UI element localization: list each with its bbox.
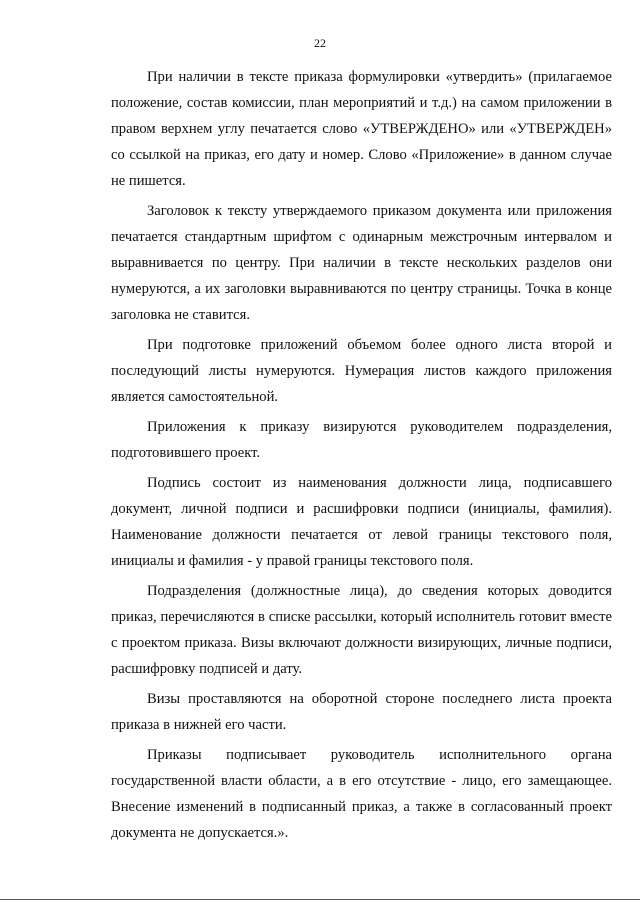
page-number: 22 [314,36,326,50]
paragraph-visa-placement: Визы проставляются на оборотной стороне последнего листа проекта приказа в нижней его части. [111,691,612,733]
paragraph-signing-rules: Приказы подписывает руководитель исполнительного органа государственной власти области, а в его отсутствие - лицо, его замещающее. Внесение изменений в подписанный приказ, а также в согласованный проект документа не допускается.». [111,747,612,841]
paragraph-signature: Подпись состоит из наименования должности лица, подписавшего документ, личной подписи и расшифровки подписи (инициалы, фамилия). Наименование должности печатается от левой границы текстового поля, инициалы и фамилия - у правой границы текстового поля. [111,475,612,569]
bottom-divider [0,899,640,900]
paragraph-approval-stamp: При наличии в тексте приказа формулировки «утвердить» (прилагаемое положение, состав комиссии, план мероприятий и т.д.) на самом приложении в правом верхнем углу печатается слово «УТВЕРЖДЕНО» или «УТВЕРЖДЕН» со ссылкой на приказ, его дату и номер. Слово «Приложение» в данном случае не пишется. [111,69,612,189]
document-body [111,64,612,850]
paragraph-sheet-numbering: При подготовке приложений объемом более одного листа второй и последующий листы нумеруются. Нумерация листов каждого приложения является самостоятельной. [111,337,612,405]
paragraph-appendix-visas: Приложения к приказу визируются руководителем подразделения, подготовившего проект. [111,419,612,461]
paragraph-distribution-list: Подразделения (должностные лица), до сведения которых доводится приказ, перечисляются в списке рассылки, который исполнитель готовит вместе с проектом приказа. Визы включают должности визирующих, личные подписи, расшифровку подписей и дату. [111,583,612,677]
paragraph-heading-format: Заголовок к тексту утверждаемого приказом документа или приложения печатается стандартным шрифтом с одинарным межстрочным интервалом и выравнивается по центру. При наличии в тексте нескольких разделов они нумеруются, а их заголовки выравниваются по центру страницы. Точка в конце заголовка не ставится. [111,203,612,323]
